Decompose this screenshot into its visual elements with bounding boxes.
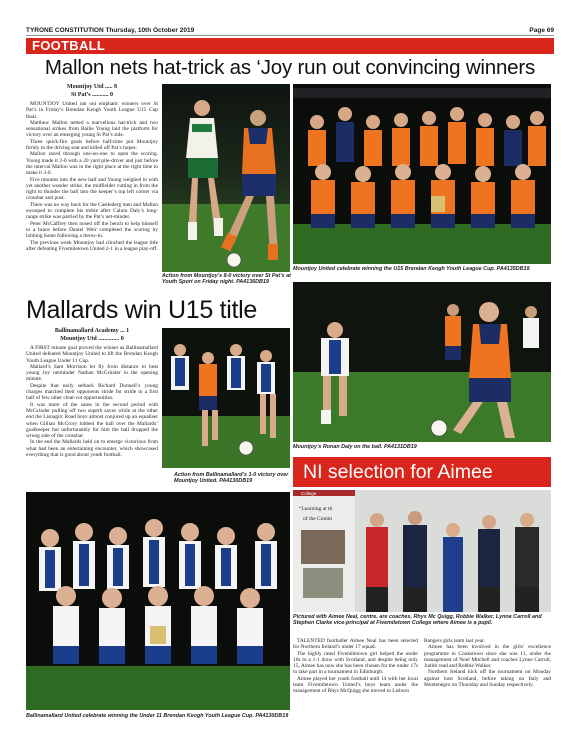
- story2-para: It was more of the same in the second period with McGrinder pulling off two superb saves while at the other end the Lisnagirr Road boys almost conjured up an equaliser when Gillian McCrory lobbed the ball over the Mallards’ goalkeeper but unfortunately for him the ball dropped the wrong side of the crossbar.: [26, 401, 158, 440]
- banner-college-text: College: [301, 491, 317, 496]
- photo-ballinamallard-action-caption: Action from Ballinamallard’s 1-0 victory over Mountjoy United. PA4130DB19: [174, 472, 289, 485]
- story1-para: Peter McCaffrey then nosed off the bench to help himself to a brace before Daniel Weir completed the scoring by lobbing home following a throw-in.: [26, 220, 158, 240]
- story1-para: There was no way back for the Castlederg men and Mallon swooped to complete his treble after Calum Daly’s long-range strike was parried by the Pat’s net-minder.: [26, 201, 158, 221]
- photo-ballinamallard-team-caption: Ballinamallard United celebrate winning the Under 11 Brendan Keogh Youth League Cup. PA4130DB19: [26, 713, 289, 719]
- story2-body: [26, 345, 158, 458]
- story3-col2: [424, 638, 551, 728]
- story2-para: Mallard’s Sam Morrison let fly from distance to beat young Joy netminder Nathan McGrinder in the opening minute.: [26, 363, 158, 383]
- story1-para: The previous week Mountjoy had clinched the league title after defeating Fivemiletown United 2-1 in a league play-off.: [26, 239, 158, 252]
- story2-headline: Mallards win U15 title: [26, 296, 257, 324]
- ballinamallard-action-image: [162, 328, 290, 468]
- photo-mountjoy-team-caption: Mountjoy United celebrate winning the U15 Brendan Keogh Youth League Cup. PA4135DB19: [293, 266, 530, 272]
- story1-para: Mallon raced through one-on-one to open the scoring. Young made it 2-0 with a 20 yard pile-driver and just before the interval Mallon was in the right place at the right time to make it 3-0.: [26, 151, 158, 177]
- story1-score-1: Mountjoy Utd ..... 8: [66, 84, 117, 90]
- story2-para: Despite that early setback Richard Donnell’s young charges matched their opponents stride for stride in a first half of few other clear-cut opportunities.: [26, 382, 158, 402]
- story1-score-2: St Pat’s ........... 0: [70, 91, 114, 98]
- masthead: [26, 27, 554, 36]
- story1-para: Matthew Mallon netted a marvellous hat-trick and two sensational strikes from Bailie Young laid the platform for victory over an emerging young St Pat’s side.: [26, 119, 158, 139]
- story1-para: MOUNTJOY United ran out emphatic winners over St Pat’s in Friday’s Brendan Keogh Youth League U15 Cup final.: [26, 101, 158, 120]
- photo-aimee-caption: Pictured with Aimee Neal, centre, are coaches, Rhys Mc Quigg, Robbie Walker, Lynne Carroll and Stephen Clarke vice-principal at Fivemiletown College where Aimee is a pupil.: [293, 614, 542, 627]
- photo-ronan-daly: [293, 282, 551, 442]
- action-photo-image: [162, 84, 290, 272]
- story3-para: Rangers girls team last year.: [424, 638, 485, 644]
- story2-score-1: Ballinamallard Academy ... 1: [54, 328, 130, 334]
- story1-para: Five minutes into the new half and Young weighed in with yet another wonder strike, the midfielder cutting in from the right to thunder the ball into the keeper’s top left corner via crossbar and post.: [26, 176, 158, 202]
- ronan-daly-image: [293, 282, 551, 442]
- story1-para: Three quick-fire goals before half-time put Mountjoy firmly in the driving seat and killed off Pat’s hopes.: [26, 138, 158, 152]
- photo-mountjoy-action: [162, 84, 290, 272]
- story1-headline: Mallon nets hat-trick as ‘Joy run out convincing winners: [44, 56, 536, 79]
- banner-slogan-2: of the Comm: [303, 516, 333, 522]
- story2-para: A FIRST minute goal proved the winner as Ballinamallard United defeated Mountjoy United to lift the Brendan Keogh Youth League Under 11 Cup.: [26, 345, 158, 364]
- photo-ballinamallard-action: [162, 328, 290, 468]
- photo-ballinamallard-team: [26, 492, 290, 710]
- story3-para: Aimee has been involved in the girls’ excellence programme in Cookstown since she was 11, under the management of Noel Mitchell and coaches Lynne Carroll, Judith read and Robbie Walker.: [424, 644, 551, 670]
- photo-mountjoy-action-caption: Action from Mountjoy’s 8-0 victory over St Pat’s at Youth Sport on Friday night. PA4136DB19: [162, 273, 291, 286]
- story2-score-2: Mountjoy Utd .............. 0: [60, 335, 124, 342]
- story3-col1: [293, 638, 418, 728]
- ballinamallard-team-image: [26, 492, 290, 710]
- aimee-photo-image: [293, 490, 551, 612]
- photo-aimee-neal: [293, 490, 551, 612]
- team-back-row: [308, 107, 546, 166]
- story3-para: Aimee played her youth football until 14 with her local team Fivemiletown United’s boys team under the management of Rhys McQuigg she moved to Lisburn: [293, 675, 418, 695]
- story2-text: [26, 328, 158, 484]
- story3-headline: NI selection for Aimee: [293, 457, 551, 487]
- story3-para: The highly rated Fivemiletown girl helped the under 16s to a 1-1 draw with Scotland, and despite being only 15, Aimee has now she has been chosen for the under 17s to take part in a tournament in Edinburgh.: [293, 650, 418, 676]
- story2-para: In the end the Mallards held on to emerge victorious from what had been an entertaining encounter, which showcased everything that is good about youth football.: [26, 439, 158, 459]
- section-tab: FOOTBALL: [26, 38, 554, 54]
- story1-text: [26, 84, 158, 290]
- page-number: Page 69: [529, 27, 554, 34]
- photo-ronan-daly-caption: Mountjoy’s Ronan Daly on the ball. PA4131DB19: [293, 444, 417, 450]
- masthead-title: TYRONE CONSTITUTION Thursday, 10th October 2019: [26, 27, 195, 34]
- story1-body: [26, 101, 158, 252]
- banner-slogan-1: “Learning at th: [299, 506, 333, 512]
- photo-mountjoy-team: [293, 84, 551, 264]
- team-photo-image: [293, 84, 551, 264]
- story3-para: TALENTED footballer Aimee Neal has been selected for Northern Ireland’s under 17 squad.: [293, 638, 418, 651]
- story3-para: Northern Ireland kick off the tournament on Monday against host Scotland, before taking on Italy and Montenegro on Thursday and Sunday respectively.: [424, 669, 551, 689]
